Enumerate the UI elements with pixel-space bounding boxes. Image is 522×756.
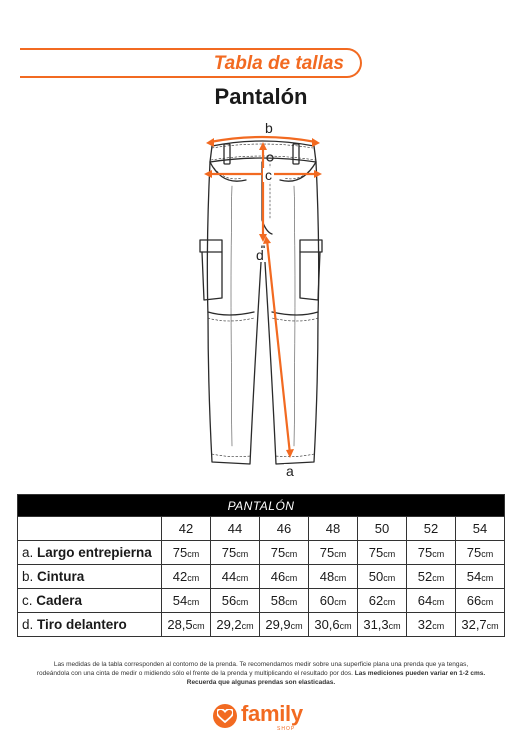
value-unit: cm [383,573,396,583]
value-cell [211,541,260,565]
value-unit: cm [285,597,298,607]
row-label [18,613,162,637]
value-number: 29,9 [265,617,291,632]
value-cell [407,613,456,637]
value-unit: cm [432,573,445,583]
size-table [17,494,505,637]
family-shop-logo [213,700,313,736]
table-body [18,541,505,637]
value-cell [456,613,505,637]
value-unit: cm [481,549,494,559]
value-unit: cm [236,573,249,583]
label-d: d [256,247,264,263]
value-number: 48 [319,569,335,584]
value-cell [211,589,260,613]
value-unit: cm [285,549,298,559]
banner-title: Tabla de tallas [213,53,344,74]
value-number: 75 [221,545,237,560]
value-number: 54 [466,569,482,584]
note-line-1: Las medidas de la tabla corresponden al contorno de la prenda. Te recomendamos medir sobre una superficie plana una prenda que ya tengas, [53,661,469,668]
row-letter: c. [22,593,37,608]
value-number: 32,7 [461,617,487,632]
note-line-3-text: Recuerda que algunas prendas son elasticadas. [186,679,336,686]
value-number: 52 [417,569,433,584]
size-cell: 54 [456,517,505,541]
value-unit: cm [388,621,401,631]
value-number: 54 [172,593,188,608]
heart-icon [213,704,237,728]
value-cell [162,589,211,613]
value-number: 75 [319,545,335,560]
value-cell [309,589,358,613]
table-row [18,541,505,565]
value-unit: cm [187,573,200,583]
value-cell [456,541,505,565]
row-name: Largo entrepierna [37,545,152,560]
value-unit: cm [241,621,254,631]
row-name: Cintura [37,569,85,584]
value-unit: cm [383,549,396,559]
note-line-2b: Las mediciones pueden variar en 1-2 cms. [354,670,486,677]
value-unit: cm [236,549,249,559]
row-letter: b. [22,569,38,584]
value-number: 50 [368,569,384,584]
row-letter: d. [22,617,38,632]
size-cell: 48 [309,517,358,541]
garment-title: Pantalón [214,84,308,109]
value-unit: cm [481,597,494,607]
value-cell [358,613,407,637]
table-row [18,565,505,589]
value-unit: cm [432,621,445,631]
value-unit: cm [290,621,303,631]
value-number: 66 [466,593,482,608]
value-number: 31,3 [363,617,389,632]
note-line-2 [20,669,502,678]
value-unit: cm [334,549,347,559]
value-cell [407,565,456,589]
value-cell [260,565,309,589]
sizes-row [18,517,505,541]
value-number: 29,2 [216,617,242,632]
size-cell: 52 [407,517,456,541]
value-unit: cm [187,597,200,607]
pants-diagram [150,116,372,486]
value-unit: cm [481,573,494,583]
value-unit: cm [236,597,249,607]
measurement-note [20,660,502,687]
value-cell [309,565,358,589]
row-name: Cadera [36,593,83,608]
value-cell [456,565,505,589]
value-cell [309,613,358,637]
value-cell [407,589,456,613]
table-header-row [18,495,505,517]
size-cell: 50 [358,517,407,541]
value-cell [260,589,309,613]
value-cell [260,613,309,637]
value-cell [162,541,211,565]
value-number: 75 [270,545,286,560]
value-unit: cm [486,621,499,631]
row-letter: a. [22,545,38,560]
value-unit: cm [339,621,352,631]
value-number: 75 [417,545,433,560]
logo-word: family [241,701,303,726]
value-number: 56 [221,593,237,608]
note-line-3 [20,678,502,687]
size-cell: 42 [162,517,211,541]
value-unit: cm [432,597,445,607]
label-a: a [286,463,294,479]
value-unit: cm [192,621,205,631]
sizes-corner [18,517,162,541]
row-label [18,565,162,589]
size-cell: 46 [260,517,309,541]
value-unit: cm [334,573,347,583]
value-number: 62 [368,593,384,608]
value-number: 75 [368,545,384,560]
value-number: 60 [319,593,335,608]
table-row [18,613,505,637]
value-unit: cm [432,549,445,559]
label-b: b [265,120,273,136]
value-number: 28,5 [167,617,193,632]
table-header: PANTALÓN [18,495,505,517]
table-row [18,589,505,613]
value-cell [211,565,260,589]
value-number: 75 [466,545,482,560]
note-line-2a: rodeándola con una cinta de medir o midiendo sólo el frente de la prenda y multiplicando el resultado por dos. [36,670,353,677]
pants-illustration [150,116,372,486]
value-number: 30,6 [314,617,340,632]
row-label [18,541,162,565]
value-number: 64 [417,593,433,608]
title-banner [20,48,362,78]
value-cell [456,589,505,613]
value-cell [358,589,407,613]
value-unit: cm [383,597,396,607]
value-cell [407,541,456,565]
value-cell [162,565,211,589]
value-unit: cm [187,549,200,559]
value-number: 58 [270,593,286,608]
value-number: 75 [172,545,188,560]
value-cell [358,565,407,589]
value-number: 44 [221,569,237,584]
value-number: 46 [270,569,286,584]
value-cell [162,613,211,637]
value-cell [358,541,407,565]
logo-sub: SHOP [277,726,296,732]
size-cell: 44 [211,517,260,541]
value-cell [211,613,260,637]
row-label [18,589,162,613]
row-name: Tiro delantero [37,617,127,632]
value-number: 32 [417,617,433,632]
value-cell [260,541,309,565]
label-c: c [265,167,272,183]
value-unit: cm [334,597,347,607]
value-unit: cm [285,573,298,583]
value-number: 42 [172,569,188,584]
value-cell [309,541,358,565]
